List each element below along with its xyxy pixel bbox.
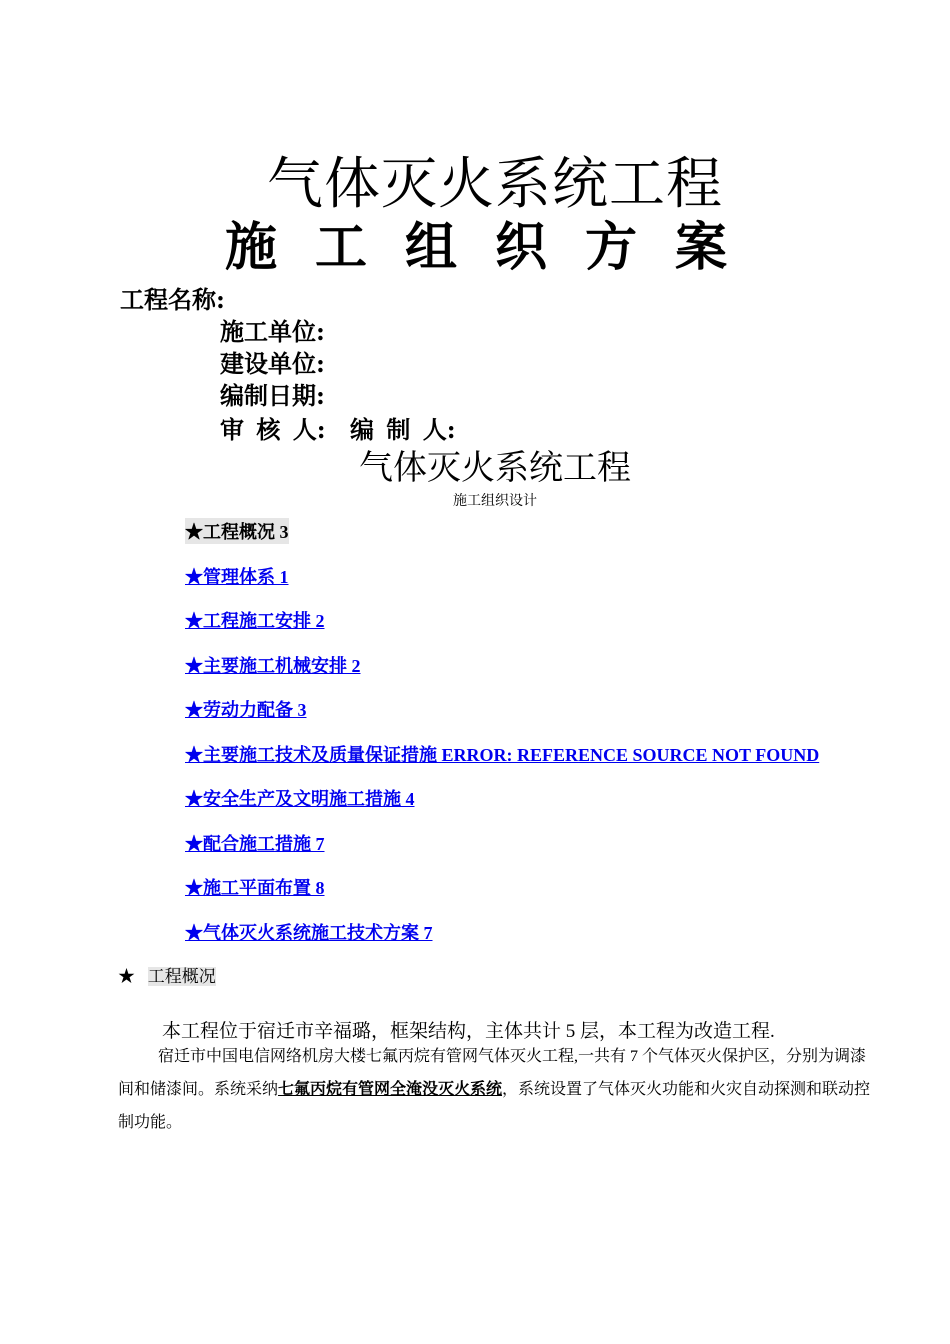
section-heading-text: 工程概况 [147, 967, 216, 986]
reviewer-label: 审 核 人: [220, 415, 326, 444]
toc-item-quality[interactable]: ★主要施工技术及质量保证措施 ERROR: REFERENCE SOURCE NOT FOUND [185, 745, 820, 765]
construction-unit-label: 施工单位: [220, 317, 325, 346]
toc-item-labor[interactable]: ★劳动力配备 3 [185, 700, 307, 720]
cover-title-line2: 施工组织方案 [224, 217, 765, 278]
paragraph-details-text-b: ，系统设置了气体灭火功能和火灾自动探测和联动控制功能。 [118, 1081, 871, 1131]
toc-item-overview[interactable]: ★工程概况 3 [185, 518, 289, 544]
paragraph-intro: 本工程位于宿迁市辛福璐，框架结构，主体共计 5 层，本工程为改造工程. [162, 1021, 775, 1042]
cover-title-line1: 气体灭火系统工程 [267, 152, 723, 217]
toc-item-management[interactable]: ★管理体系 1 [185, 567, 289, 587]
date-label: 编制日期: [220, 381, 325, 410]
owner-unit-label: 建设单位: [220, 349, 325, 378]
project-name-label: 工程名称: [120, 285, 225, 314]
toc-item-technical-plan[interactable]: ★气体灭火系统施工技术方案 7 [185, 923, 433, 943]
document-subtitle: 施工组织设计 [453, 493, 537, 509]
toc-item-arrangement[interactable]: ★工程施工安排 2 [185, 611, 325, 631]
paragraph-details-text-a: 宿迁市中国电信网络机房大楼七氟丙烷有管网气体灭火工程,一共有 7 个气体灭火保护区，分别为调漆间和储漆间。系统采纳 [118, 1048, 867, 1098]
toc-item-machinery[interactable]: ★主要施工机械安排 2 [185, 656, 361, 676]
toc-item-safety[interactable]: ★安全生产及文明施工措施 4 [185, 789, 415, 809]
paragraph-details-emphasis: 七氟丙烷有管网全淹没灭火系统 [278, 1081, 503, 1098]
section-heading [118, 962, 216, 987]
star-icon: ★ [118, 967, 135, 986]
compiler-label: 编 制 人: [350, 415, 456, 444]
toc-item-layout[interactable]: ★施工平面布置 8 [185, 878, 325, 898]
paragraph-details [118, 1040, 878, 1139]
toc-item-coordination[interactable]: ★配合施工措施 7 [185, 834, 325, 854]
document-title: 气体灭火系统工程 [359, 448, 631, 488]
